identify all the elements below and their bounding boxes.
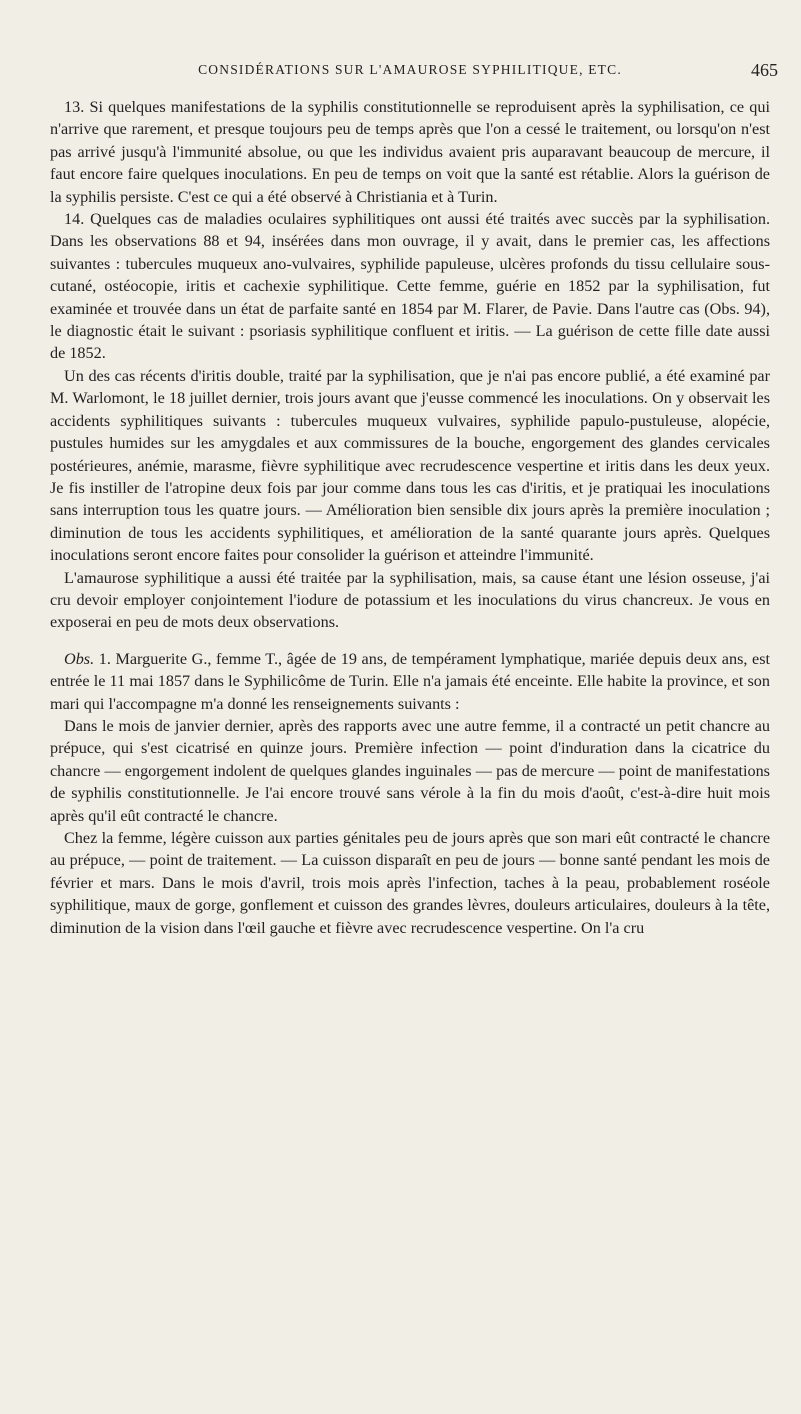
paragraph-husband-history: Dans le mois de janvier dernier, après des rapports avec une autre femme, il a contracté un petit chancre au prépuce, qui s'est cicatrisé en quinze jours. Première infection — point d'induration dans la cicatrice du chancre — engorgement indolent de quelques glandes inguinales — pas de mercure — point de manifestations de syphilis constitutionnelle. Je l'ai encore trouvé sans vérole à la fin du mois d'août, c'est-à-dire huit mois après qu'il eût contracté le chancre.: [50, 716, 770, 825]
page-number: 465: [751, 60, 778, 80]
paragraph-iritis-case: Un des cas récents d'iritis double, traité par la syphilisation, que je n'ai pas encore publié, a été examiné par M. Warlomont, le 18 juillet dernier, trois jours avant que j'eusse commencé les inoculations. On y observait les accidents syphilitiques suivants : tubercules muqueux vulvaires, syphilide papulo-pustuleuse, alopécie, pustules humides sur les amygdales et aux commissures de la bouche, engorgement des glandes cervicales postérieures, anémie, marasme, fièvre syphilitique avec recrudescence vespertine et iritis dans les deux yeux. Je fis instiller de l'atropine deux fois par jour comme dans tous les cas d'iritis, et je pratiquai les inoculations sans interruption tous les quatre jours. — Amélioration bien sensible dix jours après la première inoculation ; diminution de tous les accidents syphilitiques, et amélioration de la santé quarante jours après. Quelques inoculations seront encore faites pour consolider la guérison et atteindre l'immunité.: [50, 366, 770, 565]
observation-text: 1. Marguerite G., femme T., âgée de 19 ans, de tempérament lymphatique, mariée depuis deux ans, est entrée le 11 mai 1857 dans le Syphilicôme de Turin. Elle n'a jamais été enceinte. Elle habite la province, et son mari qui l'accompagne m'a donné les renseignements suivants :: [50, 649, 770, 713]
paragraph-wife-history: Chez la femme, légère cuisson aux parties génitales peu de jours après que son mari eût contracté le chancre au prépuce, — point de traitement. — La cuisson disparaît en peu de jours — bonne santé pendant les mois de février et mars. Dans le mois d'avril, trois mois après l'infection, taches à la peau, probablement roséole syphilitique, maux de gorge, gonflement et cuisson des grandes lèvres, douleurs articulaires, douleurs à la tête, diminution de la vision dans l'œil gauche et fièvre avec recrudescence vespertine. On l'a cru: [50, 829, 770, 937]
observation-label: Obs.: [64, 649, 95, 668]
observation-paragraph: [50, 648, 770, 715]
paragraph-14: 14. Quelques cas de maladies oculaires syphilitiques ont aussi été traités avec succès par la syphilisation. Dans les observations 88 et 94, insérées dans mon ouvrage, il y avait, dans le premier cas, les affections suivantes : tubercules muqueux ano-vulvaires, syphilide papuleuse, ulcères profonds du tissu cellulaire sous-cutané, ostéocopie, iritis et cachexie syphilitique. Cette femme, guérie en 1852 par la syphilisation, fut examinée et trouvée dans un état de parfaite santé en 1854 par M. Flarer, de Pavie. Dans l'autre cas (Obs. 94), le diagnostic était le suivant : psoriasis syphilitique confluent et iritis. — La guérison de cette fille date aussi de 1852.: [50, 210, 770, 363]
running-title: CONSIDÉRATIONS SUR L'AMAUROSE SYPHILITIQUE, ETC.: [198, 62, 622, 77]
running-head: [50, 60, 778, 96]
paragraph-amaurose: L'amaurose syphilitique a aussi été traitée par la syphilisation, mais, sa cause étant une lésion osseuse, j'ai cru devoir employer conjointement l'iodure de potassium et les inoculations du virus chancreux. Je vous en exposerai en peu de mots deux observations.: [50, 568, 770, 632]
body-text: [50, 96, 770, 939]
paragraph-13: 13. Si quelques manifestations de la syphilis constitutionnelle se reproduisent après la syphilisation, ce qui n'arrive que rarement, et presque toujours peu de temps après que l'on a cessé le traitement, ou lorsqu'on n'est pas arrivé jusqu'à l'immunité absolue, ou que les individus avaient pris auparavant beaucoup de mercure, il faut encore faire quelques inoculations. En peu de temps on voit que la santé est rétablie. Alors la guérison de la syphilis persiste. C'est ce qui a été observé à Christiania et à Turin.: [50, 98, 770, 206]
book-page: [50, 60, 778, 939]
